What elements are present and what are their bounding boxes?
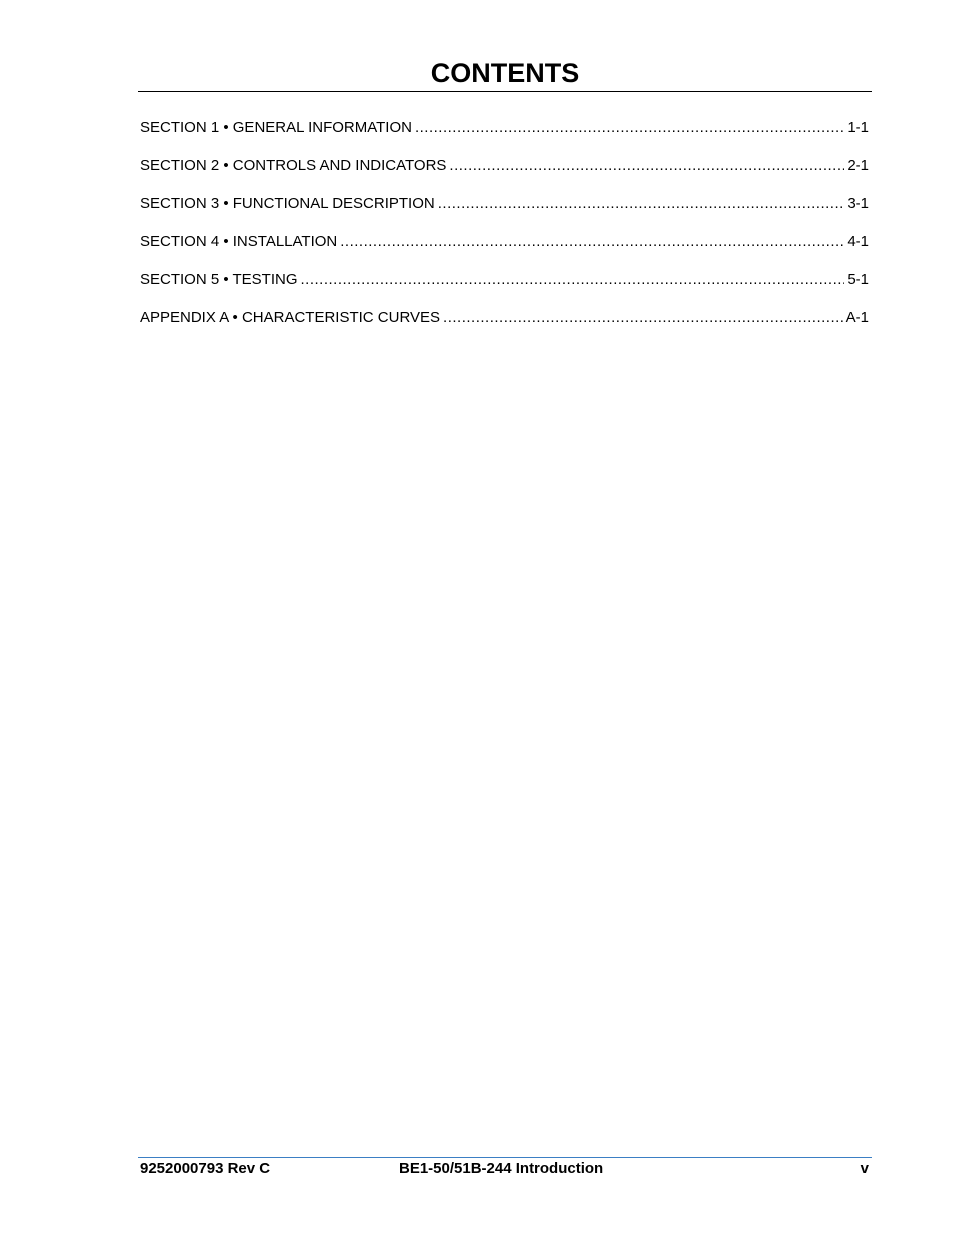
toc-dot-leader (438, 194, 845, 214)
title-divider (138, 91, 872, 92)
toc-dot-leader (415, 118, 844, 138)
toc-entry-label: SECTION 4 • INSTALLATION (140, 233, 338, 250)
toc-entry-label: APPENDIX A • CHARACTERISTIC CURVES (140, 309, 441, 326)
footer-divider (138, 1157, 872, 1158)
table-of-contents (140, 118, 869, 346)
page-footer (140, 1159, 869, 1179)
toc-entry-page: 2-1 (847, 157, 869, 174)
toc-entry-page: 3-1 (847, 195, 869, 212)
toc-entry-section-3[interactable] (140, 194, 869, 232)
toc-entry-label: SECTION 1 • GENERAL INFORMATION (140, 119, 412, 136)
toc-dot-leader (340, 232, 844, 252)
page-title: CONTENTS (430, 58, 580, 88)
toc-entry-page: A-1 (845, 309, 869, 326)
toc-dot-leader (443, 308, 843, 328)
toc-entry-appendix-a[interactable] (140, 308, 869, 346)
toc-entry-section-2[interactable] (140, 156, 869, 194)
toc-entry-page: 5-1 (847, 271, 869, 288)
footer-page-number: v (860, 1160, 869, 1177)
toc-dot-leader (301, 270, 845, 290)
toc-entry-section-5[interactable] (140, 270, 869, 308)
footer-doc-title: BE1-50/51B-244 Introduction (399, 1160, 604, 1177)
toc-entry-page: 4-1 (847, 233, 869, 250)
toc-entry-page: 1-1 (847, 119, 869, 136)
footer-doc-number: 9252000793 Rev C (140, 1160, 271, 1177)
toc-entry-section-4[interactable] (140, 232, 869, 270)
toc-entry-label: SECTION 5 • TESTING (140, 271, 298, 288)
toc-dot-leader (449, 156, 844, 176)
toc-entry-label: SECTION 2 • CONTROLS AND INDICATORS (140, 157, 447, 174)
toc-entry-section-1[interactable] (140, 118, 869, 156)
toc-entry-label: SECTION 3 • FUNCTIONAL DESCRIPTION (140, 195, 435, 212)
